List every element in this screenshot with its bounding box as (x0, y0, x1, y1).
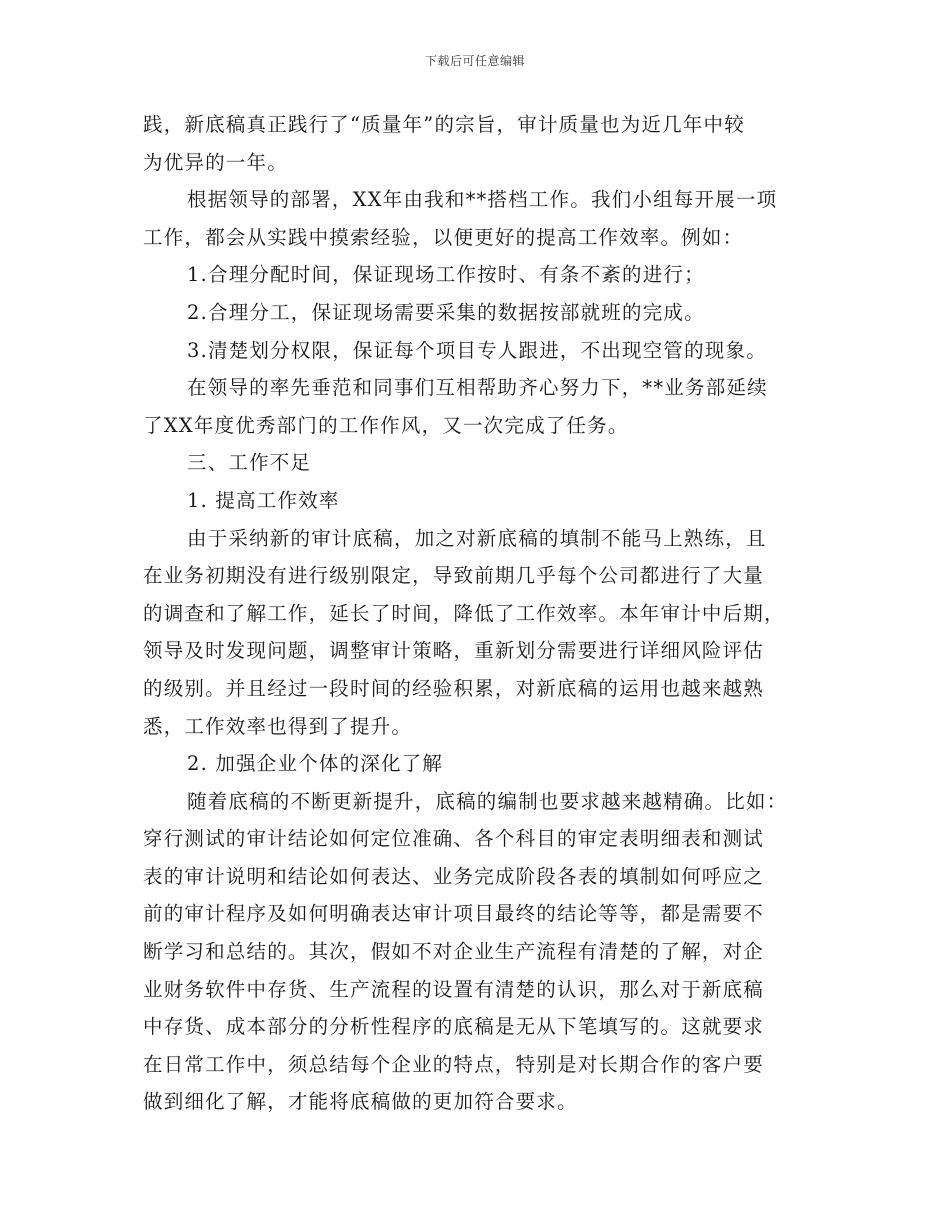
text-line: 断学习和总结的。其次，假如不对企业生产流程有清楚的了解，对企 (143, 940, 765, 964)
subsection-heading: 1. 提高工作效率 (187, 488, 340, 512)
text-line: 随着底稿的不断更新提升，底稿的编制也要求越来越精确。比如： (187, 789, 788, 813)
text-line: 业财务软件中存货、生产流程的设置有清楚的认识，那么对于新底稿 (143, 977, 765, 1001)
document-body (143, 106, 811, 1121)
list-item: 1.合理分配时间，保证现场工作按时、有条不紊的进行； (187, 263, 705, 287)
text-line: 在领导的率先垂范和同事们互相帮助齐心努力下，**业务部延续 (187, 376, 768, 400)
text-line: 工作，都会从实践中摸索经验，以便更好的提高工作效率。例如： (143, 225, 744, 249)
page-header-note: 下载后可任意编辑 (424, 54, 525, 68)
text-line: 践，新底稿真正践行了“质量年”的宗旨，审计质量也为近几年中较 (143, 113, 745, 136)
text-line: 在业务初期没有进行级别限定，导致前期几乎每个公司都进行了大量 (143, 564, 765, 588)
text-line: 的级别。并且经过一段时间的经验积累，对新底稿的运用也越来越熟 (143, 676, 765, 700)
text-line: 了XX年度优秀部门的工作作风，又一次完成了任务。 (143, 413, 629, 437)
text-line: 悉，工作效率也得到了提升。 (143, 714, 413, 738)
text-line: 做到细化了解，才能将底稿做的更加符合要求。 (143, 1090, 578, 1114)
text-line: 在日常工作中，须总结每个企业的特点，特别是对长期合作的客户要 (143, 1052, 765, 1076)
text-line: 穿行测试的审计结论如何定位准确、各个科目的审定表明细表和测试 (143, 827, 765, 851)
text-line: 中存货、成本部分的分析性程序的底稿是无从下笔填写的。这就要求 (143, 1015, 765, 1039)
text-line: 的调查和了解工作，延长了时间，降低了工作效率。本年审计中后期， (143, 601, 785, 625)
text-line: 为优异的一年。 (143, 150, 288, 174)
section-heading: 三、工作不足 (187, 451, 312, 475)
list-item: 2.合理分工，保证现场需要采集的数据按部就班的完成。 (187, 300, 705, 324)
text-line: 由于采纳新的审计底稿，加之对新底稿的填制不能马上熟练，且 (187, 526, 767, 550)
text-line: 前的审计程序及如何明确表达审计项目最终的结论等等，都是需要不 (143, 902, 765, 926)
list-item: 3.清楚划分权限，保证每个项目专人跟进，不出现空管的现象。 (187, 338, 767, 362)
text-line: 根据领导的部署，XX年由我和**搭档工作。我们小组每开展一项 (187, 188, 778, 212)
subsection-heading: 2. 加强企业个体的深化了解 (187, 752, 444, 776)
text-line: 表的审计说明和结论如何表达、业务完成阶段各表的填制如何呼应之 (143, 864, 765, 888)
text-line: 领导及时发现问题，调整审计策略，重新划分需要进行详细风险评估 (143, 639, 765, 663)
